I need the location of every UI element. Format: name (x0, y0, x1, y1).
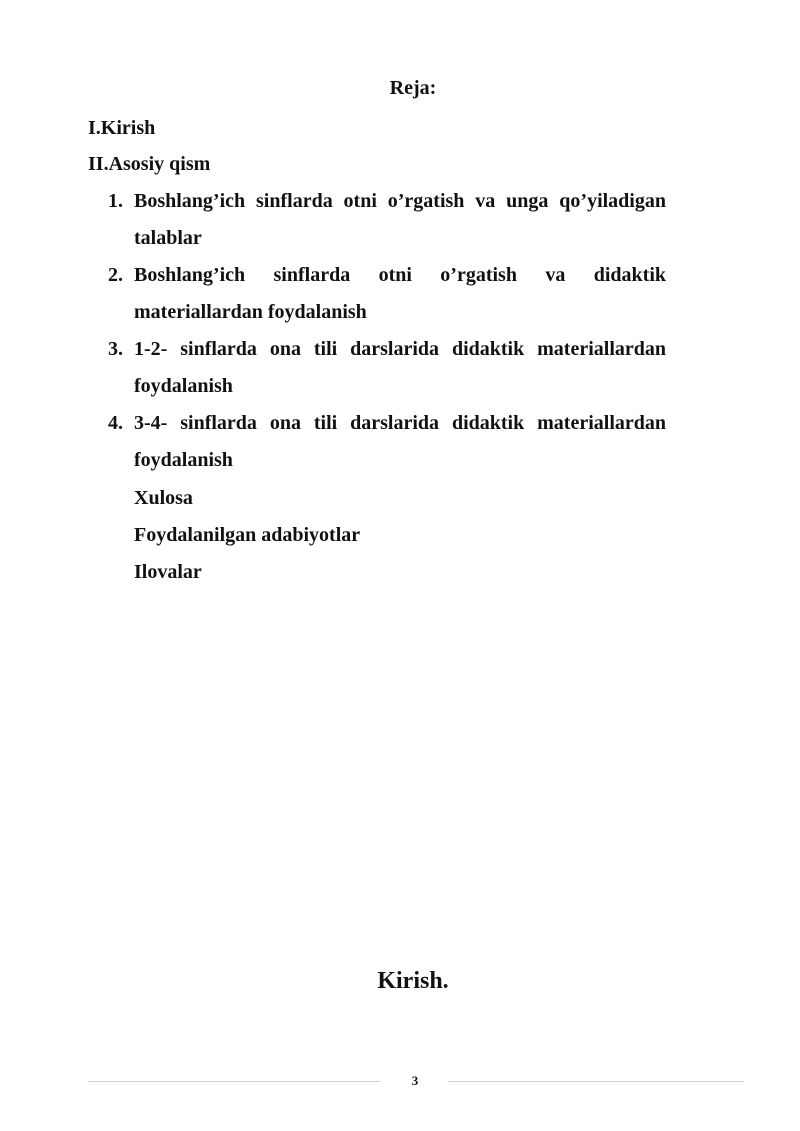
footer-divider-right (448, 1081, 744, 1082)
plan-item-text: 3-4- sinflarda ona tili darslarida didaktik materiallardan foydalanish (134, 412, 666, 471)
plan-title: Reja: (389, 77, 437, 99)
appendices-entry: Ilovalar (134, 561, 202, 583)
plan-item-number: 1. (108, 190, 123, 212)
introduction-heading: Kirish. (377, 968, 449, 994)
section-main-part: II.Asosiy qism (88, 153, 211, 175)
plan-item-1 (108, 183, 666, 257)
plan-item-number: 4. (108, 412, 123, 434)
conclusion-entry: Xulosa (134, 487, 193, 509)
plan-item-text: 1-2- sinflarda ona tili darslarida didaktik materiallardan foydalanish (134, 338, 666, 397)
plan-item-3 (108, 331, 666, 405)
footer-divider-left (88, 1081, 380, 1082)
plan-item-2 (108, 257, 666, 331)
plan-item-number: 2. (108, 264, 123, 286)
plan-item-text: Boshlang’ich sinflarda otni o’rgatish va didaktik materiallardan foydalanish (134, 264, 666, 323)
section-introduction: I.Kirish (88, 117, 156, 139)
page-number: 3 (411, 1073, 419, 1088)
plan-item-text: Boshlang’ich sinflarda otni o’rgatish va unga qo’yiladigan talablar (134, 190, 666, 249)
references-entry: Foydalanilgan adabiyotlar (134, 524, 361, 546)
plan-item-number: 3. (108, 338, 123, 360)
plan-item-4 (108, 405, 666, 479)
